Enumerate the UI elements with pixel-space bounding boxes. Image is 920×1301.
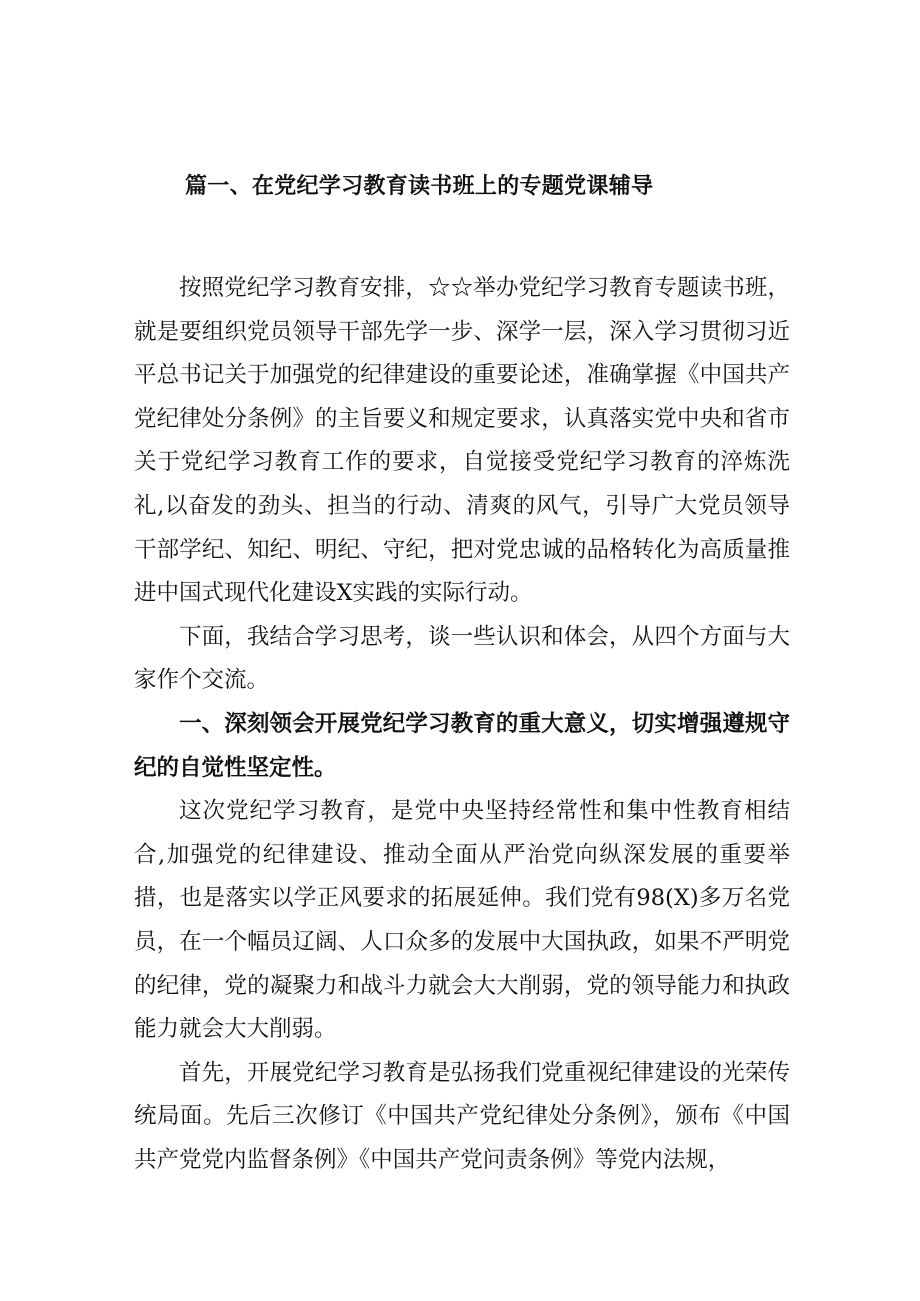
paragraph-significance: 这次党纪学习教育，是党中央坚持经常性和集中性教育相结合,加强党的纪律建设、推动全面从严治党向纵深发展的重要举措，也是落实以学正风要求的拓展延伸。我们党有98(X)多万名党员，在一个幅员辽阔、人口众多的发展中大国执政，如果不严明党的纪律，党的凝聚力和战斗力就会大大削弱，党的领导能力和执政能力就会大大削弱。 — [134, 798, 790, 1043]
paragraph-first-point: 首先，开展党纪学习教育是弘扬我们党重视纪律建设的光荣传统局面。先后三次修订《中国共产党纪律处分条例》，颁布《中国共产党党内监督条例》《中国共产党问责条例》等党内法规， — [134, 1059, 790, 1173]
paragraph-intro: 按照党纪学习教育安排，☆☆举办党纪学习教育专题读书班，就是要组织党员领导干部先学一步、深学一层，深入学习贯彻习近平总书记关于加强党的纪律建设的重要论述，准确掌握《中国共产党纪律处分条例》的主旨要义和规定要求，认真落实党中央和省市关于党纪学习教育工作的要求，自觉接受党纪学习教育的淬炼洗礼,以奋发的劲头、担当的行动、清爽的风气，引导广大党员领导干部学纪、知纪、明纪、守纪，把对党忠诚的品格转化为高质量推进中国式现代化建设X实践的实际行动。 — [134, 275, 790, 607]
section-heading-one: 一、深刻领会开展党纪学习教育的重大意义，切实增强遵规守纪的自觉性坚定性。 — [134, 710, 790, 781]
document-body — [134, 267, 790, 1182]
paragraph-transition: 下面，我结合学习思考，谈一些认识和体会，从四个方面与大家作个交流。 — [134, 623, 790, 694]
document-title: 篇一、在党纪学习教育读书班上的专题党课辅导 — [185, 173, 654, 199]
